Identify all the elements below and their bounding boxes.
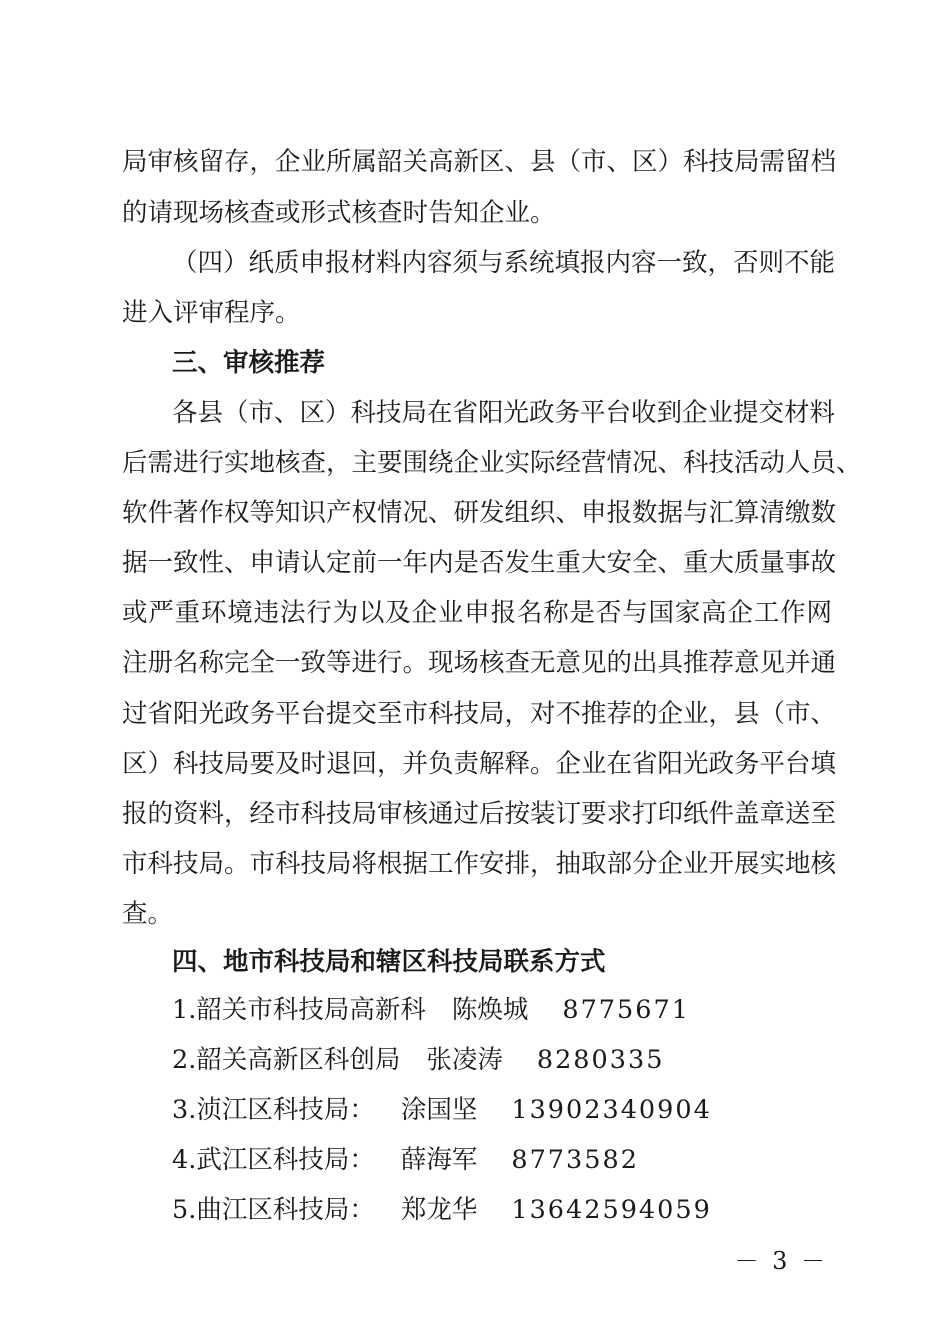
contact-person: 薛海军 <box>400 1145 478 1175</box>
contact-person: 张凌涛 <box>426 1045 503 1075</box>
contact-phone: 13642594059 <box>511 1195 712 1225</box>
section-heading: 四、地市科技局和辖区科技局联系方式 <box>172 947 606 977</box>
contact-phone: 8775671 <box>562 995 690 1025</box>
paragraph-line: （四）纸质申报材料内容须与系统填报内容一致，否则不能 <box>172 248 836 278</box>
paragraph-line: 各县（市、区）科技局在省阳光政务平台收到企业提交材料 <box>172 398 836 428</box>
paragraph-line: 后需进行实地核查，主要围绕企业实际经营情况、科技活动人员、 <box>122 448 862 478</box>
paragraph-line: 据一致性、申请认定前一年内是否发生重大安全、重大质量事故 <box>122 548 837 578</box>
paragraph-line: 进入评审程序。 <box>122 298 301 328</box>
paragraph-line: 的请现场核查或形式核查时告知企业。 <box>122 198 556 228</box>
contact-phone: 8773582 <box>511 1145 639 1175</box>
contact-org: 3.浈江区科技局： <box>172 1095 375 1125</box>
paragraph-line: 查。 <box>122 899 174 929</box>
contact-org: 5.曲江区科技局： <box>172 1195 375 1225</box>
contact-entry <box>172 1093 712 1127</box>
contact-person: 涂国坚 <box>400 1095 478 1125</box>
contact-org: 2.韶关高新区科创局 <box>172 1045 401 1075</box>
contact-entry <box>172 993 690 1027</box>
contact-entry <box>172 1193 712 1227</box>
paragraph-line: 局审核留存，企业所属韶关高新区、县（市、区）科技局需留档 <box>122 147 837 177</box>
paragraph-line: 注册名称完全一致等进行。现场核查无意见的出具推荐意见并通 <box>122 648 837 678</box>
paragraph-line: 或严重环境违法行为以及企业申报名称是否与国家高企工作网 <box>122 598 832 628</box>
contact-phone: 8280335 <box>536 1045 665 1075</box>
contact-entry <box>172 1143 639 1177</box>
section-heading: 三、审核推荐 <box>172 348 326 378</box>
contact-person: 陈焕城 <box>451 995 529 1025</box>
contact-phone: 13902340904 <box>511 1095 712 1125</box>
paragraph-line: 区）科技局要及时退回，并负责解释。企业在省阳光政务平台填 <box>122 749 837 779</box>
page-number: － 3 － <box>734 1247 828 1275</box>
contact-org: 1.韶关市科技局高新科 <box>172 995 426 1025</box>
contact-person: 郑龙华 <box>400 1195 478 1225</box>
paragraph-line: 软件著作权等知识产权情况、研发组织、申报数据与汇算清缴数 <box>122 498 837 528</box>
paragraph-line: 过省阳光政务平台提交至市科技局，对不推荐的企业，县（市、 <box>122 699 837 729</box>
paragraph-line: 市科技局。市科技局将根据工作安排，抽取部分企业开展实地核 <box>122 849 837 879</box>
contact-org: 4.武江区科技局： <box>172 1145 375 1175</box>
paragraph-line: 报的资料，经市科技局审核通过后按装订要求打印纸件盖章送至 <box>122 799 837 829</box>
contact-entry <box>172 1043 664 1077</box>
